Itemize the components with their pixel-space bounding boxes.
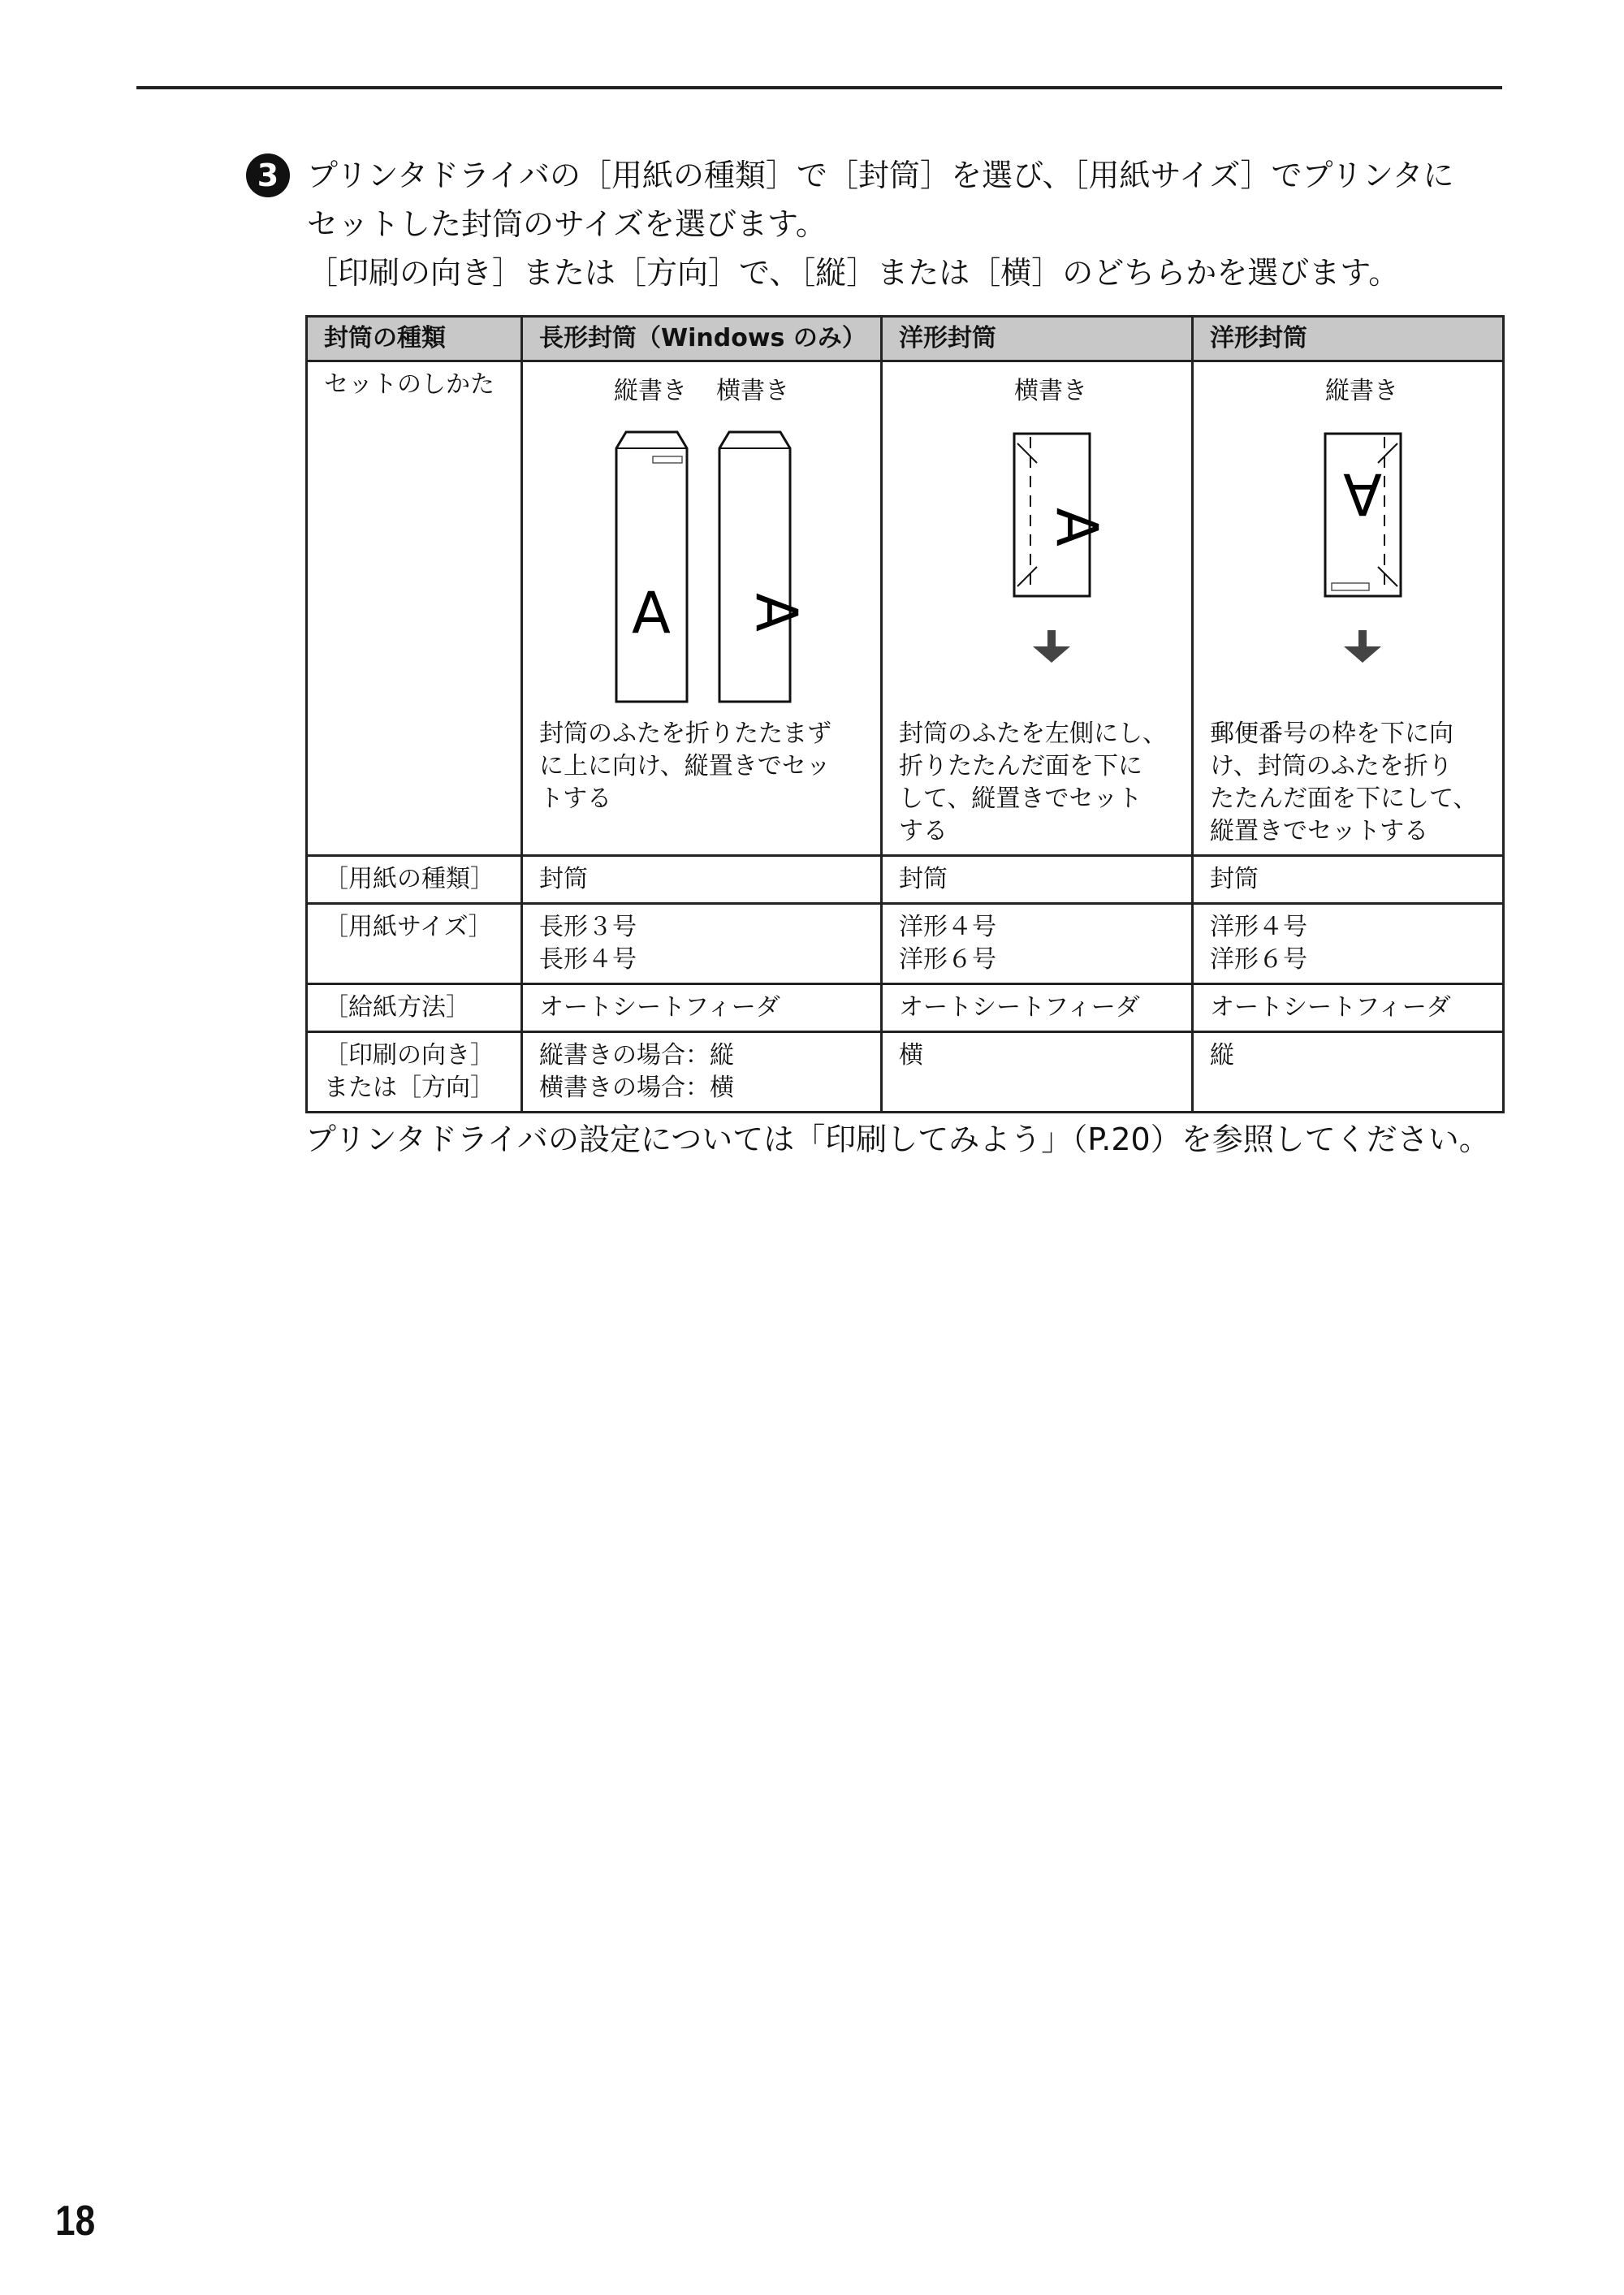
header-long-envelope: 長形封筒（Windows のみ）	[522, 317, 882, 361]
cell-line: 洋形６号	[1210, 945, 1307, 974]
step-line: プリンタドライバの［用紙の種類］で［封筒］を選び、［用紙サイズ］でプリンタに	[307, 158, 1454, 193]
page-number: 18	[55, 2198, 96, 2245]
cell-long-envelope-illustration	[522, 361, 882, 856]
table-cell	[522, 984, 882, 1032]
row-label-line: ［用紙サイズ］	[324, 913, 493, 941]
label-vertical-writing: 縦書き	[1325, 377, 1398, 405]
table-cell	[882, 1032, 1193, 1113]
desc-line: 封筒のふたを折りたたまず	[539, 720, 831, 748]
top-rule	[136, 86, 1502, 89]
desc-line: して、縦置きでセット	[899, 784, 1142, 813]
desc-line: する	[899, 817, 948, 845]
row-label	[307, 1032, 522, 1113]
table-header-row	[307, 317, 1504, 361]
row-label-setting-method	[307, 361, 522, 856]
desc-line: に上に向け、縦置きでセッ	[539, 752, 831, 780]
header-western-envelope: 洋形封筒	[1193, 317, 1504, 361]
row-label	[307, 856, 522, 904]
table-row	[307, 856, 1504, 904]
cell-western-envelope-vertical-illustration	[1193, 361, 1504, 856]
cell-line: 洋形４号	[1210, 913, 1307, 941]
long-envelopes-svg	[539, 369, 864, 718]
cell-line: 洋形４号	[899, 913, 996, 941]
table-cell	[1193, 856, 1504, 904]
cell-line: オートシートフィーダ	[1210, 993, 1451, 1022]
cell-line: 長形４号	[539, 945, 637, 974]
label-vertical-writing: 縦書き	[614, 377, 687, 405]
label-horizontal-writing: 横書き	[716, 377, 789, 405]
step-line: セットした封筒のサイズを選びます。	[307, 206, 827, 242]
envelope-letter: A	[743, 593, 810, 632]
table-cell	[882, 856, 1193, 904]
envelope-western-horizontal-icon	[1014, 434, 1110, 663]
desc-line: 縦置きでセットする	[1210, 817, 1429, 845]
header-envelope-type: 封筒の種類	[307, 317, 522, 361]
table-cell	[1193, 984, 1504, 1032]
illustration-western-vertical	[1210, 369, 1486, 718]
cell-line: 縦書きの場合：縦	[539, 1041, 734, 1070]
row-label-line: ［印刷の向き］	[324, 1041, 495, 1070]
setting-description	[899, 718, 1175, 848]
table-cell	[522, 1032, 882, 1113]
envelope-settings-table	[305, 315, 1505, 1113]
step-line: ［印刷の向き］または［方向］で、［縦］または［横］のどちらかを選びます。	[307, 255, 1400, 291]
header-western-envelope: 洋形封筒	[882, 317, 1193, 361]
table-cell	[522, 904, 882, 984]
setting-description	[1210, 718, 1486, 848]
cell-line: 長形３号	[539, 913, 637, 941]
envelope-letter: A	[632, 580, 671, 646]
desc-line: け、封筒のふたを折り	[1210, 752, 1453, 780]
table-cell	[882, 984, 1193, 1032]
row-label-line: または［方向］	[324, 1074, 495, 1102]
desc-line: トする	[539, 784, 612, 813]
row-label	[307, 984, 522, 1032]
table-row	[307, 984, 1504, 1032]
envelope-western-vertical-icon	[1325, 434, 1401, 663]
cell-line: オートシートフィーダ	[539, 993, 780, 1022]
table-row	[307, 904, 1504, 984]
envelope-vertical-icon	[616, 432, 687, 718]
desc-line: 封筒のふたを左側にし、	[899, 720, 1167, 748]
cell-line: 封筒	[899, 865, 948, 893]
cell-line: 洋形６号	[899, 945, 996, 974]
table-cell	[882, 904, 1193, 984]
row-label-line: ［用紙の種類］	[324, 865, 495, 893]
step-number-badge: 3	[246, 153, 290, 197]
row-label-line: ［給紙方法］	[324, 993, 470, 1022]
desc-line: 折りたたんだ面を下に	[899, 752, 1142, 780]
cell-line: 封筒	[1210, 865, 1259, 893]
western-horizontal-svg	[899, 369, 1175, 718]
cell-western-envelope-horizontal-illustration	[882, 361, 1193, 856]
cell-line: 縦	[1210, 1041, 1234, 1070]
cell-line: 横書きの場合：横	[539, 1074, 734, 1102]
footnote-reference: プリンタドライバの設定については「印刷してみよう」（P.20）を参照してください。	[305, 1122, 1490, 1157]
envelope-letter: A	[1043, 508, 1110, 547]
envelope-horizontal-icon	[719, 432, 810, 718]
label-horizontal-writing: 横書き	[1014, 377, 1087, 405]
western-vertical-svg	[1210, 369, 1486, 718]
step-text	[307, 151, 1525, 297]
desc-line: たたんだ面を下にして、	[1210, 784, 1478, 813]
row-label: セットのしかた	[324, 370, 495, 399]
table-cell	[522, 856, 882, 904]
table-row	[307, 1032, 1504, 1113]
cell-line: 封筒	[539, 865, 588, 893]
illustration-western-horizontal	[899, 369, 1175, 718]
table-row-setting-method	[307, 361, 1504, 856]
desc-line: 郵便番号の枠を下に向	[1210, 720, 1453, 748]
illustration-long-envelopes	[539, 369, 864, 718]
table-cell	[1193, 904, 1504, 984]
table-cell	[1193, 1032, 1504, 1113]
cell-line: 横	[899, 1041, 923, 1070]
envelope-letter: A	[1343, 460, 1382, 527]
cell-line: オートシートフィーダ	[899, 993, 1140, 1022]
row-label	[307, 904, 522, 984]
setting-description	[539, 718, 864, 815]
